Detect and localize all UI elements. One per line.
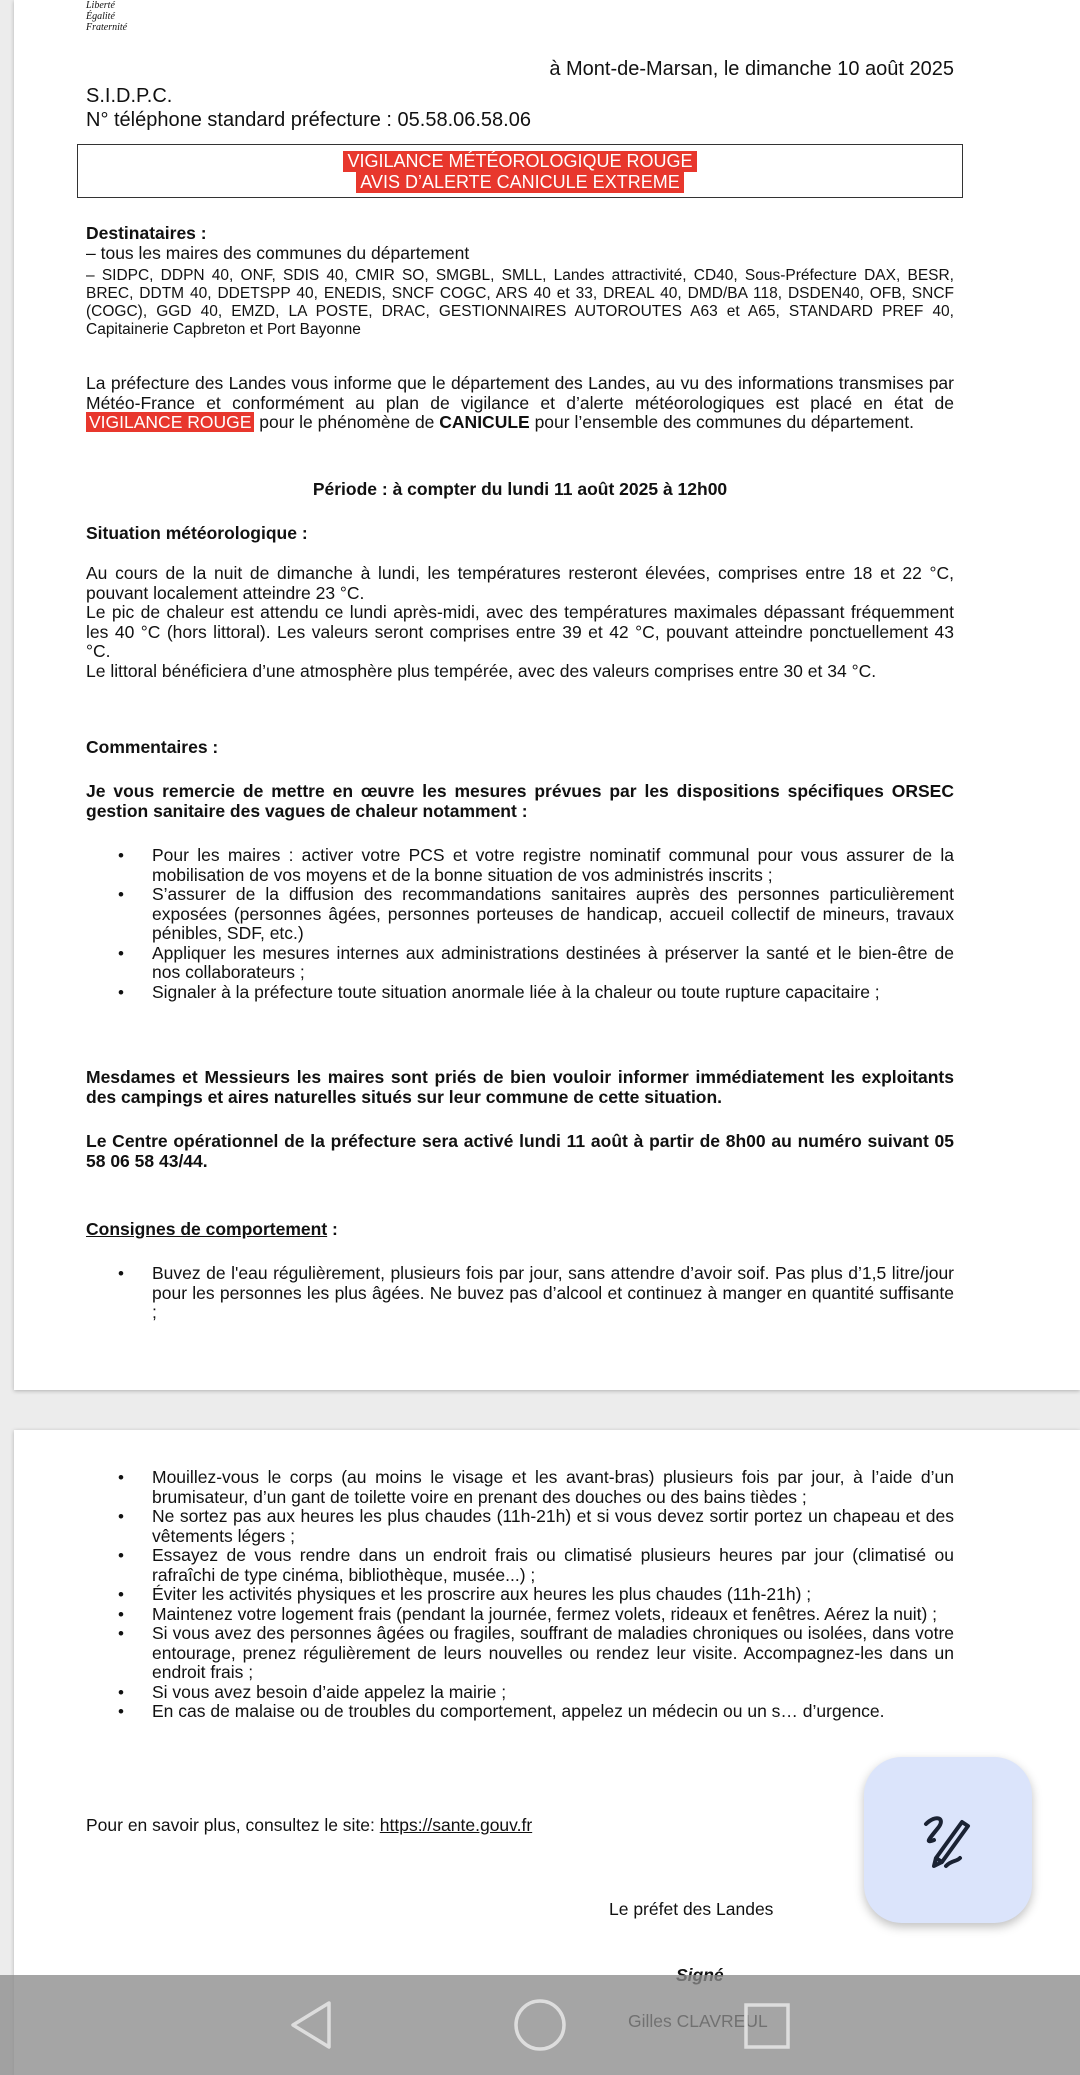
alert-title-box [77, 144, 963, 198]
operations-center-notice: Le Centre opérationnel de la préfecture sera activé lundi 11 août à partir de 8h00 au numéro suivant 05 58 06 58 43/44. [86, 1131, 954, 1171]
conduct-list-page2 [86, 1468, 954, 1722]
list-item: • Pour les maires : activer votre PCS et votre registre nominatif communal pour vous assurer de la mobilisation de vos moyens et de la bonne situation de vos administrés inscrits ; [152, 846, 954, 885]
period-line: Période : à compter du lundi 11 août 2025 à 12h00 [312, 479, 728, 499]
sante-gouv-link[interactable]: https://sante.gouv.fr [379, 1815, 533, 1835]
situation-p1: Au cours de la nuit de dimanche à lundi, les températures resteront élevées, comprises entre 18 et 22 °C, pouvant localement atteindre 23 °C. [86, 563, 954, 603]
list-item: • Signaler à la préfecture toute situation anormale liée à la chaleur ou toute rupture capacitaire ; [152, 983, 954, 1003]
vigilance-rouge-highlight: VIGILANCE ROUGE [86, 412, 254, 432]
signatory-title: Le préfet des Landes [609, 1899, 774, 1919]
more-info-label: Pour en savoir plus, consultez le site: [86, 1815, 380, 1835]
motto-liberte: Liberté [86, 0, 115, 11]
date-line: à Mont-de-Marsan, le dimanche 10 août 2025 [549, 58, 954, 80]
conduct-heading-text: Consignes de comportement [86, 1219, 328, 1239]
alert-title-line2: AVIS D’ALERTE CANICULE EXTREME [356, 172, 683, 193]
conduct-heading [86, 1220, 954, 1240]
list-item: • Si vous avez besoin d’aide appelez la mairie ; [152, 1683, 954, 1703]
conduct-heading-suffix: : [327, 1219, 338, 1239]
motto-fraternite: Fraternité [86, 22, 128, 33]
situation-p3: Le littoral bénéficiera d’une atmosphère plus tempérée, avec des valeurs comprises entre 30 et 34 °C. [86, 660, 877, 681]
conduct-list-page1 [86, 1264, 954, 1323]
list-item: • Si vous avez des personnes âgées ou fragiles, souffrant de maladies chroniques ou isolées, dans votre entourage, prenez régulièrement de leurs nouvelles ou rendez leur visite. Accompagnez-les dans un endroit frais ; [152, 1624, 954, 1683]
comments-intro: Je vous remercie de mettre en œuvre les mesures prévues par les dispositions spécifiques ORSEC gestion sanitaire des vagues de chaleur notamment : [86, 781, 954, 821]
intro-text-2: pour le phénomène de [254, 412, 440, 432]
home-icon[interactable] [512, 1997, 568, 2053]
canicule-bold: CANICULE [439, 412, 530, 432]
list-item: • Essayez de vous rendre dans un endroit frais ou climatisé plusieurs heures par jour (climatisé ou rafraîchi de type cinéma, bibliothèque, musée...) ; [152, 1546, 954, 1585]
list-item: • Buvez de l'eau régulièrement, plusieurs fois par jour, sans attendre d’avoir soif. Pas plus d’1,5 litre/jour pour les personnes les plus âgées. Ne buvez pas d’alcool et continuez à manger en quantité suffisante ; [152, 1264, 954, 1323]
motto-egalite: Égalité [86, 11, 115, 22]
situation-heading: Situation météorologique : [86, 523, 308, 543]
intro-paragraph [86, 374, 954, 433]
annotate-fab[interactable] [864, 1757, 1032, 1923]
phone-number: N° téléphone standard préfecture : 05.58.06.58.06 [86, 109, 531, 131]
comments-heading: Commentaires : [86, 737, 219, 757]
sender-block [86, 84, 531, 132]
mayors-notice: Mesdames et Messieurs les maires sont priés de bien vouloir informer immédiatement les exploitants des campings et aires naturelles situés sur leur commune de cette situation. [86, 1067, 954, 1107]
list-item: • S’assurer de la diffusion des recommandations sanitaires auprès des personnes particulièrement exposées (personnes âgées, personnes porteuses de handicap, accueil collectif de mineurs, travaux pénibles, SDF, etc.) [152, 885, 954, 944]
list-item: • Mouillez-vous le corps (au moins le visage et les avant-bras) plusieurs fois par jour, à l’aide d’un brumisateur, d’un gant de toilette voire en prenant des douches ou des bains tièdes ; [152, 1468, 954, 1507]
comments-list [86, 846, 954, 1002]
recipients-section [86, 224, 954, 339]
recipients-heading: Destinataires : [86, 223, 207, 243]
list-item: • En cas de malaise ou de troubles du comportement, appelez un médecin ou un s… d’urgence. [152, 1702, 954, 1722]
situation-p2: Le pic de chaleur est attendu ce lundi après-midi, avec des températures maximales dépassant fréquemment les 40 °C (hors littoral). Les valeurs seront comprises entre 39 et 42 °C, pouvant atteindre ponctuellement 43 °C. [86, 602, 954, 661]
republic-motto [86, 0, 127, 33]
situation-body [86, 564, 954, 681]
intro-text-3: pour l’ensemble des communes du département. [529, 412, 914, 432]
back-icon[interactable] [285, 1997, 337, 2053]
pen-annotate-icon [916, 1808, 980, 1872]
document-page-1 [14, 0, 1080, 1390]
recipients-services: – SIDPC, DDPN 40, ONF, SDIS 40, CMIR SO, SMGBL, SMLL, Landes attractivité, CD40, Sous-Préfecture DAX, BESR, BREC, DDTM 40, DDETSPP 40, ENEDIS, SNCF COGC, ARS 40 et 33, DREAL 40, DMD/BA 118, DSDEN40, OFB, SNCF (COGC), GGD 40, EMZD, LA POSTE, DRAC, GESTIONNAIRES AUTOROUTES A63 et A65, STANDARD PREF 40, Capitainerie Capbreton et Port Bayonne [86, 267, 954, 338]
system-navigation-bar [0, 1975, 1080, 2075]
list-item: • Éviter les activités physiques et les proscrire aux heures les plus chaudes (11h-21h) ; [152, 1585, 954, 1605]
list-item: • Maintenez votre logement frais (pendant la journée, fermez volets, rideaux et fenêtres. Aérez la nuit) ; [152, 1605, 954, 1625]
list-item: • Appliquer les mesures internes aux administrations destinées à préserver la santé et le bien-être de nos collaborateurs ; [152, 944, 954, 983]
list-item: • Ne sortez pas aux heures les plus chaudes (11h-21h) et si vous devez sortir portez un chapeau et des vêtements légers ; [152, 1507, 954, 1546]
recipients-mayors: – tous les maires des communes du département [86, 242, 470, 263]
intro-text-1: La préfecture des Landes vous informe que le département des Landes, au vu des informations transmises par Météo-France et conformément au plan de vigilance et d’alerte météorologiques est placé en état de [86, 373, 954, 413]
alert-title-line1: VIGILANCE MÉTÉOROLOGIQUE ROUGE [343, 151, 696, 172]
service-name: S.I.D.P.C. [86, 85, 173, 107]
recents-icon[interactable] [742, 2001, 792, 2051]
more-info-line [86, 1816, 954, 1836]
